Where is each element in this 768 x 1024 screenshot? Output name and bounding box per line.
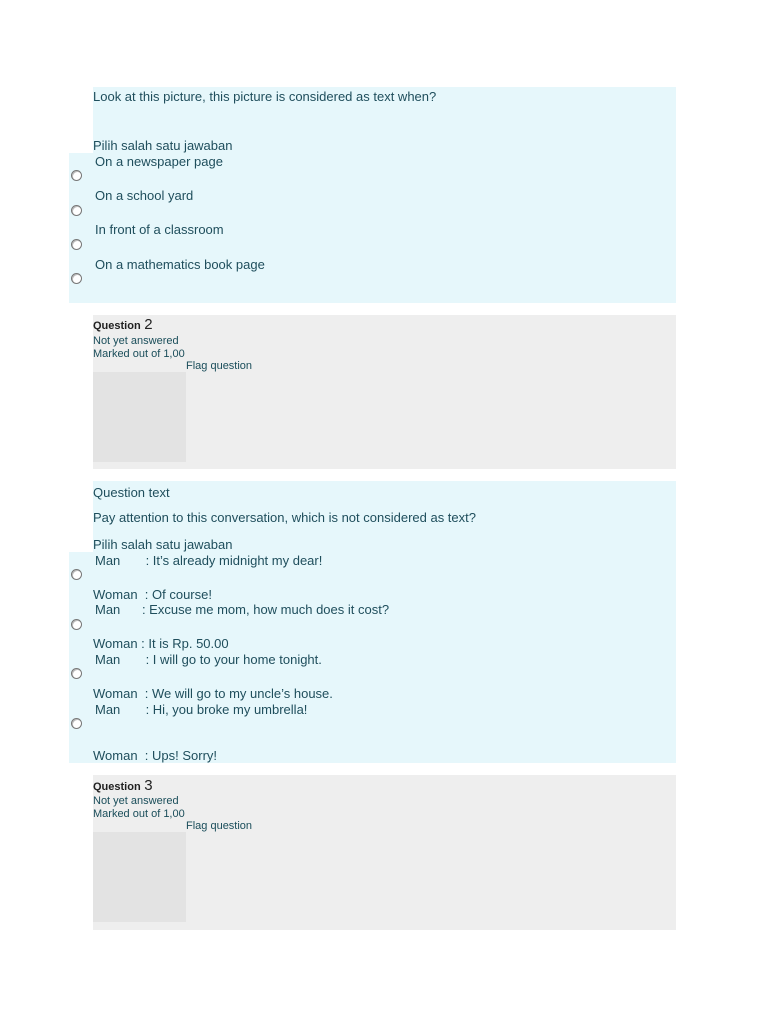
option-line: Man : Excuse me mom, how much does it cost? — [95, 602, 390, 617]
question-3-status: Not yet answered — [93, 795, 179, 807]
question-1-instruction: Pilih salah satu jawaban — [93, 138, 233, 153]
option-radio[interactable] — [71, 273, 82, 284]
question-label: Question — [93, 320, 141, 332]
question-3-marks: Marked out of 1,00 — [93, 808, 185, 820]
question-2-text-heading: Question text — [93, 485, 170, 500]
question-3-flag-link[interactable]: Flag question — [186, 820, 253, 832]
question-2-heading — [93, 317, 153, 334]
option-line: Woman : We will go to my uncle’s house. — [93, 686, 333, 701]
option-radio[interactable] — [71, 170, 82, 181]
option-line: Man : It’s already midnight my dear! — [95, 553, 323, 568]
question-2-status: Not yet answered — [93, 335, 179, 347]
option-line: Man : I will go to your home tonight. — [95, 652, 322, 667]
option-label: In front of a classroom — [95, 222, 224, 237]
option-line: Woman : Ups! Sorry! — [93, 748, 218, 763]
answer-area-tab — [69, 552, 95, 763]
option-line: Woman : It is Rp. 50.00 — [93, 636, 229, 651]
question-number: 3 — [144, 777, 153, 794]
option-radio[interactable] — [71, 718, 82, 729]
option-line: Woman : Of course! — [93, 587, 212, 602]
option-radio[interactable] — [71, 205, 82, 216]
question-3-info-column — [93, 832, 186, 922]
question-label: Question — [93, 781, 141, 793]
option-radio[interactable] — [71, 619, 82, 630]
question-2-marks: Marked out of 1,00 — [93, 348, 185, 360]
question-2-info-column — [93, 372, 186, 462]
option-radio[interactable] — [71, 569, 82, 580]
question-number: 2 — [144, 316, 153, 333]
option-label: On a newspaper page — [95, 154, 223, 169]
option-label: On a mathematics book page — [95, 257, 265, 272]
question-3-heading — [93, 778, 153, 795]
question-1-prompt: Look at this picture, this picture is considered as text when? — [93, 89, 437, 104]
option-label: On a school yard — [95, 188, 194, 203]
question-2-instruction: Pilih salah satu jawaban — [93, 537, 233, 552]
option-radio[interactable] — [71, 239, 82, 250]
question-2-flag-link[interactable]: Flag question — [186, 360, 253, 372]
option-radio[interactable] — [71, 668, 82, 679]
option-line: Man : Hi, you broke my umbrella! — [95, 702, 308, 717]
question-2-prompt: Pay attention to this conversation, which is not considered as text? — [93, 510, 476, 525]
